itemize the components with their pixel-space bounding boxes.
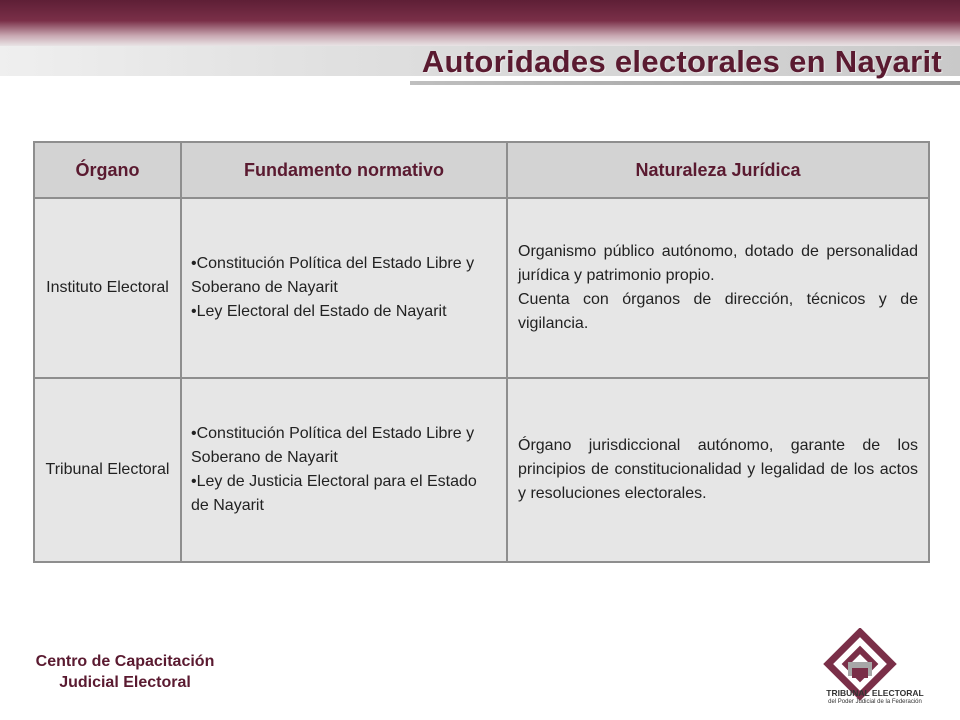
naturaleza-cell <box>507 378 929 562</box>
logo-title: TRIBUNAL ELECTORAL <box>826 688 924 698</box>
list-item: •Ley Electoral del Estado de Nayarit <box>191 303 447 320</box>
column-header-fundamento: Fundamento normativo <box>181 142 507 198</box>
footer-line: Centro de Capacitación <box>35 653 215 670</box>
fundamento-cell <box>181 378 507 562</box>
organ-cell <box>34 378 181 562</box>
naturaleza-text: Organismo público autónomo, dotado de personalidad jurídica y patrimonio propio. <box>518 243 918 284</box>
title-underline <box>410 81 960 85</box>
authorities-table <box>33 141 930 563</box>
naturaleza-text: Cuenta con órganos de dirección, técnicos y de vigilancia. <box>518 291 918 332</box>
organ-name: Tribunal Electoral <box>45 461 170 478</box>
logo-subtitle: del Poder Judicial de la Federación <box>828 699 922 705</box>
list-item: •Ley de Justicia Electoral para el Estado de Nayarit <box>191 473 477 514</box>
naturaleza-text: Órgano jurisdiccional autónomo, garante de los principios de constitucionalidad y legalidad de los actos y resoluciones electorales. <box>518 437 918 502</box>
list-item: •Constitución Política del Estado Libre y Soberano de Nayarit <box>191 255 475 296</box>
fundamento-list <box>183 422 505 518</box>
organ-name: Instituto Electoral <box>46 279 169 296</box>
column-header-naturaleza: Naturaleza Jurídica <box>507 142 929 198</box>
list-item: •Constitución Política del Estado Libre y Soberano de Nayarit <box>191 425 475 466</box>
fundamento-list <box>183 252 505 324</box>
page-title: Autoridades electorales en Nayarit <box>421 44 942 79</box>
fundamento-cell <box>181 198 507 378</box>
organ-cell <box>34 198 181 378</box>
column-header-organo: Órgano <box>34 142 181 198</box>
table-row <box>34 198 929 378</box>
table-row <box>34 378 929 562</box>
footer-org-name <box>20 651 230 693</box>
naturaleza-cell <box>507 198 929 378</box>
table-header-row <box>34 142 929 198</box>
footer-line: Judicial Electoral <box>59 674 191 691</box>
top-banner <box>0 0 960 46</box>
